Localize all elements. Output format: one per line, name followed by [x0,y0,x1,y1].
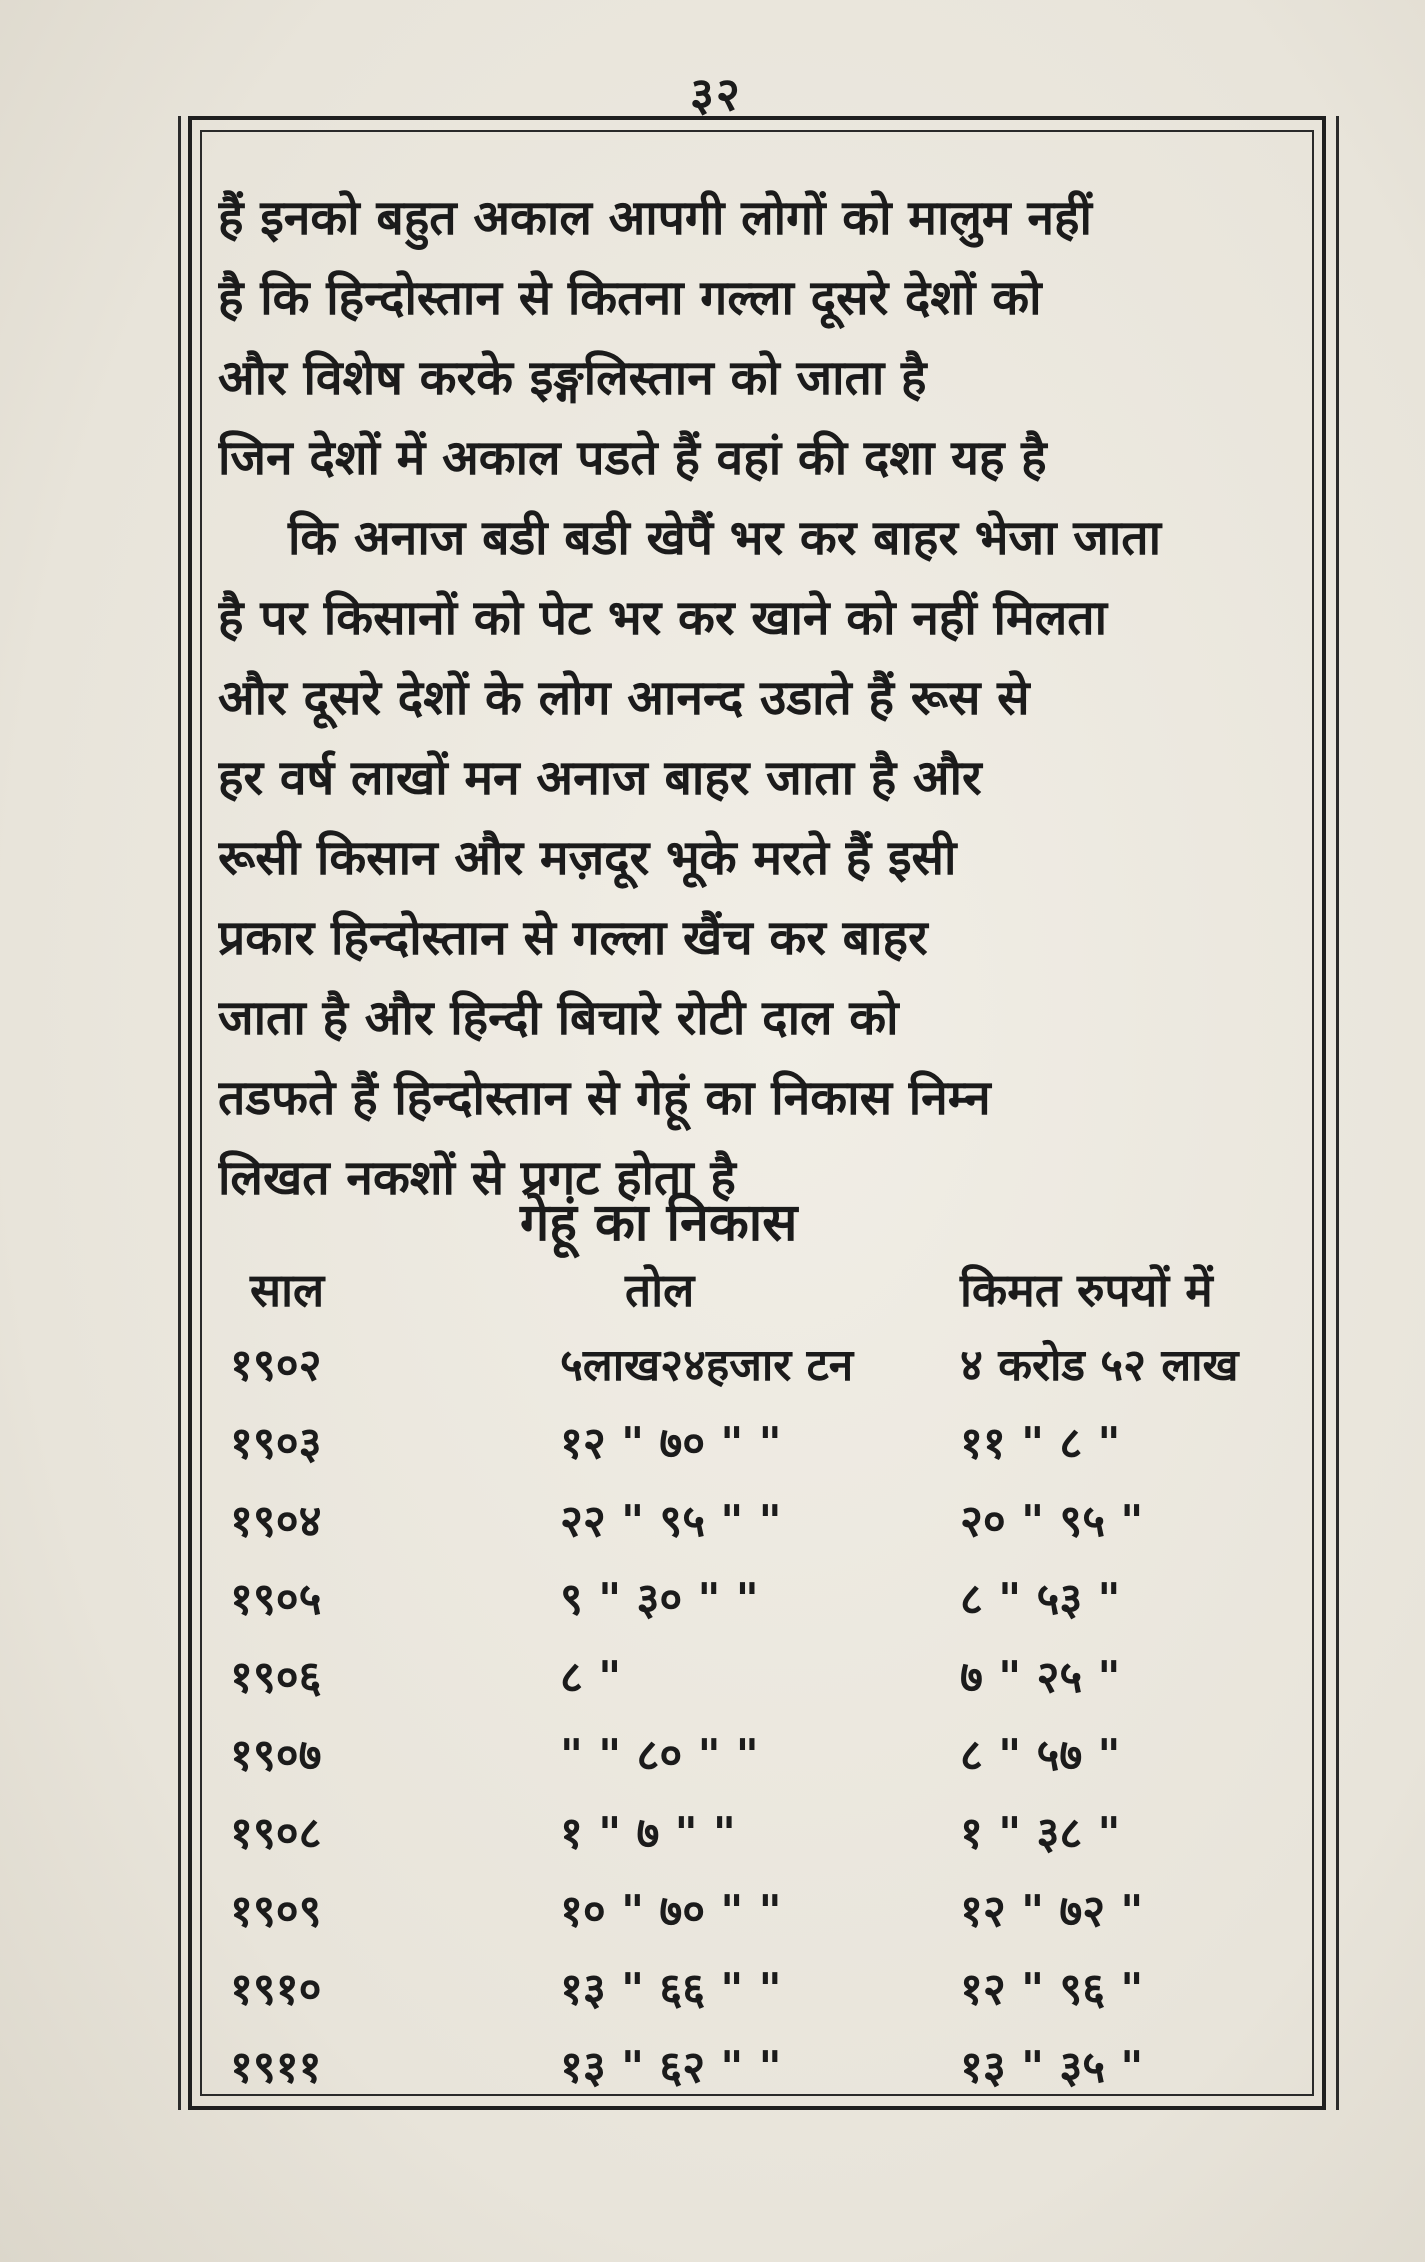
table-row [230,1325,1310,1403]
table-body [230,1325,1310,2105]
table-row [230,1715,1310,1793]
cell-weight: १३ " ६२ " " [560,2042,782,2093]
paragraph-line: तडफते हैं हिन्दोस्तान से गेहूं का निकास निम्न [218,1070,991,1126]
cell-year: १९०२ [230,1340,322,1391]
cell-weight: ५लाख२४हजार टन [560,1340,854,1391]
cell-year: १९११ [230,2042,322,2093]
frame-right-line [1336,116,1339,2110]
paragraph-line: हैं इनको बहुत अकाल आपगी लोगों को मालुम नहीं [218,190,1092,246]
table-row [230,1949,1310,2027]
cell-value: ४ करोड ५२ लाख [960,1340,1239,1391]
cell-value: २० " ९५ " [960,1496,1144,1547]
cell-year: १९०७ [230,1730,322,1781]
header-year: साल [250,1263,325,1317]
cell-weight: २२ " ९५ " " [560,1496,782,1547]
table-row [230,1871,1310,1949]
cell-value: १२ " ७२ " [960,1886,1144,1937]
cell-year: १९०९ [230,1886,322,1937]
paragraph-line: है कि हिन्दोस्तान से कितना गल्ला दूसरे देशों को [218,270,1042,326]
table-row [230,2027,1310,2105]
paragraph-line: जिन देशों में अकाल पडते हैं वहां की दशा यह है [218,430,1047,486]
cell-weight: ९ " ३० " " [560,1574,759,1625]
paragraph-line: प्रकार हिन्दोस्तान से गल्ला खैंच कर बाहर [218,910,928,966]
cell-value: १२ " ९६ " [960,1964,1144,2015]
cell-value: ८ " ५७ " [960,1730,1121,1781]
cell-value: १ " ३८ " [960,1808,1121,1859]
cell-year: १९०३ [230,1418,322,1469]
header-value: किमत रुपयों में [960,1263,1213,1317]
paragraph-line: कि अनाज बडी बडी खेपैं भर कर बाहर भेजा जाता [288,510,1162,566]
paragraph-line: है पर किसानों को पेट भर कर खाने को नहीं मिलता [218,590,1108,646]
cell-value: ७ " २५ " [960,1652,1121,1703]
cell-weight: १० " ७० " " [560,1886,782,1937]
cell-year: १९०४ [230,1496,322,1547]
table-row [230,1559,1310,1637]
cell-year: १९०६ [230,1652,322,1703]
paragraph [218,178,1308,1218]
table-row [230,1637,1310,1715]
cell-weight: " " ८० " " [560,1730,759,1781]
paragraph-line: रूसी किसान और मज़दूर भूके मरते हैं इसी [218,830,957,886]
cell-year: १९०५ [230,1574,322,1625]
paragraph-line: जाता है और हिन्दी बिचारे रोटी दाल को [218,990,899,1046]
cell-value: ११ " ८ " [960,1418,1121,1469]
cell-year: १९०८ [230,1808,322,1859]
paragraph-line: और विशेष करके इङ्गलिस्तान को जाता है [218,350,927,406]
table-title: गेहूं का निकास [520,1193,798,1253]
table-row [230,1793,1310,1871]
paragraph-line: और दूसरे देशों के लोग आनन्द उडाते हैं रूस से [218,670,1030,726]
cell-value: १३ " ३५ " [960,2042,1144,2093]
paragraph-line: लिखत नकशों से प्रगट होता है [218,1150,736,1206]
cell-value: ८ " ५३ " [960,1574,1121,1625]
page-number: ३२ [690,67,742,121]
header-weight: तोल [625,1263,695,1317]
paragraph-line: हर वर्ष लाखों मन अनाज बाहर जाता है और [218,750,982,806]
cell-weight: १२ " ७० " " [560,1418,782,1469]
cell-weight: ८ " [560,1652,622,1703]
cell-weight: १३ " ६६ " " [560,1964,782,2015]
frame-left-line [178,116,181,2110]
table-row [230,1403,1310,1481]
cell-weight: १ " ७ " " [560,1808,736,1859]
cell-year: १९१० [230,1964,322,2015]
table-header [240,1258,1300,1328]
table-row [230,1481,1310,1559]
